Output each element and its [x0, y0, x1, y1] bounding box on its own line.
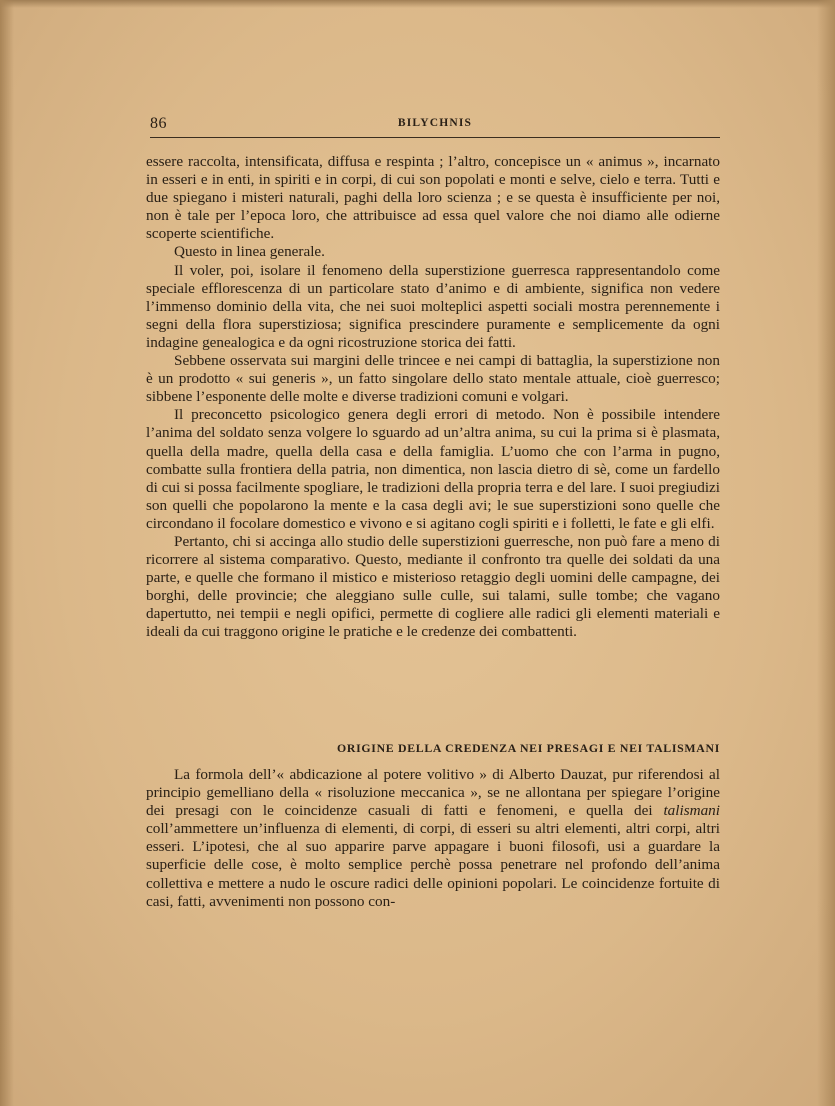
header-rule — [150, 137, 720, 138]
paragraph-text: coll’ammettere un’influenza di elementi, di corpi, di esseri su altri elementi, altri corpi, altri esseri. L’ipotesi, che al suo apparire parve appagare i buoni filosofi, usi a guardare la superficie delle cose, è molto semplice perchè possa penetrare nel profondo dell’anima collettiva e mettere a nudo le oscure radici delle opinioni popolari. Le coincidenze fortuite di casi, fatti, avvenimenti non possono con- — [146, 820, 720, 910]
paragraph: Pertanto, chi si accinga allo studio delle superstizioni guerresche, non può fare a meno di ricorrere al sistema comparativo. Questo, mediante il confronto tra quelle dei soldati da una parte, e quelle che formano il mistico e misterioso retaggio degli uomini delle campagne, dei borghi, delle provincie; che aleggiano sulle culle, sui talami, sulle tombe; che vagano dapertutto, nei tempii e negli opifici, permette di cogliere alle radici gli elementi materiali e ideali da cui traggono origine le pratiche e le credenze dei combattenti. — [146, 532, 720, 641]
body-text — [146, 153, 720, 642]
section-body-text — [146, 766, 720, 911]
running-head: BILYCHNIS — [397, 117, 473, 129]
page-edge-right — [817, 0, 835, 1106]
paragraph — [146, 766, 720, 911]
page-number: 86 — [150, 115, 167, 132]
paragraph: Questo in linea generale. — [174, 243, 325, 261]
section-heading: ORIGINE DELLA CREDENZA NEI PRESAGI E NEI TALISMANI — [337, 741, 720, 755]
paragraph: Il preconcetto psicologico genera degli errori di metodo. Non è possibile intendere l’anima del soldato senza volgere lo sguardo ad un’altra anima, su cui la prima si è plasmata, quella della madre, quella della casa e della famiglia. L’uomo che con l’arma in pugno, combatte sulla frontiera della patria, non dimentica, non lascia dietro di sè, come un fardello di cui si possa facilmente spogliare, le tradizioni della propria terra e del lare. I suoi pregiudizi son quelli che popolarono la mente e la casa degli avi; le sue superstizioni sono quelle che circondano il focolare domestico e vivono e si agitano cogli spiriti e i folletti, le fate e gli elfi. — [146, 406, 720, 532]
paragraph: essere raccolta, intensificata, diffusa e respinta ; l’altro, concepisce un « animus », incarnato in esseri e in enti, in spiriti e in corpi, di cui son popolati e monti e selve, cielo e terra. Tutti e due spiegano i misteri naturali, paghi della loro scienza ; e se questa è insufficiente per noi, non è tale per l’epoca loro, che attribuisce ad essa quel valore che noi diamo alle odierne scoperte scientifiche. — [146, 153, 720, 243]
paragraph-text: La formola dell’« abdicazione al potere volitivo » di Alberto Dauzat, pur riferendosi al principio gemelliano della « risoluzione meccanica », se ne allontana per spiegare l’origine dei presagi con le coincidenze casuali di fatti e fenomeni, e quella dei — [146, 766, 720, 820]
page-edge-left — [0, 0, 14, 1106]
paragraph: Il voler, poi, isolare il fenomeno della superstizione guerresca rappresentandolo come speciale efflorescenza di un particolare stato d’animo e di ambiente, significa non vedere l’immenso dominio della vita, che nei suoi molteplici aspetti sociali mostra perennemente i segni della flora superstiziosa; significa prescindere puramente e semplicemente da ogni indagine genealogica e da ogni ricostruzione storica dei fatti. — [146, 261, 720, 351]
page-edge-top — [0, 0, 835, 8]
paragraph: Sebbene osservata sui margini delle trincee e nei campi di battaglia, la superstizione non è un prodotto « sui generis », un fatto singolare dello stato mentale attuale, cioè guerresco; sibbene l’esponente delle molte e diverse tradizioni comuni e volgari. — [146, 352, 720, 406]
italic-term: talismani — [663, 802, 720, 820]
page-header — [150, 113, 720, 141]
